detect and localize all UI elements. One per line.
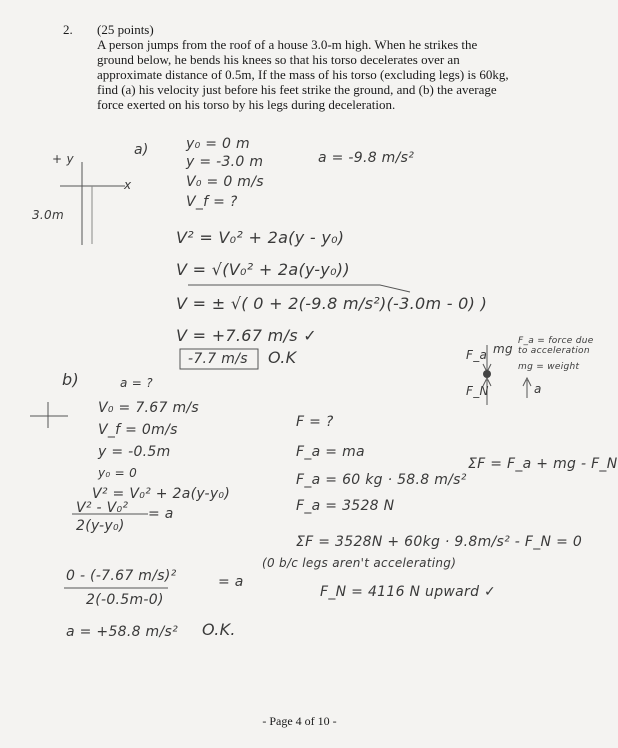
part-a-eq2: V = √(V₀² + 2a(y-y₀)) [176,260,350,279]
part-a-eq3: V = ± √( 0 + 2(-9.8 m/s²)(-3.0m - 0) ) [176,294,488,313]
question-points: (25 points) [97,22,154,37]
axis-label-y: + y [52,152,74,166]
height-label: 3.0m [32,208,64,222]
part-b-fa-val: F_a = 3528 N [296,498,395,514]
part-b-y0: y₀ = 0 [98,466,138,480]
part-b-fa-calc: F_a = 60 kg · 58.8 m/s² [296,472,467,488]
fbd-mg-label: mg [493,342,513,356]
part-b-y: y = -0.5m [98,444,171,460]
part-a-label: a) [134,142,149,158]
part-b-note: (0 b/c legs aren't accelerating) [262,556,457,570]
part-b-f-q: F = ? [296,414,334,430]
part-b-eq1: V² = V₀² + 2a(y-y₀) [92,486,231,502]
part-b-eq2-num: V² - V₀² [76,500,129,516]
part-b-eq3-num: 0 - (-7.67 m/s)² [66,568,177,584]
fbd-a-label: a [534,382,542,396]
question-number: 2. [63,22,73,37]
part-a-eq1: V² = V₀² + 2a(y - y₀) [176,228,345,247]
part-b-fn: F_N = 4116 N upward ✓ [320,584,497,600]
part-b-ok: O.K. [202,620,236,639]
part-b-vf: V_f = 0m/s [98,422,178,438]
part-b-eq2-den: 2(y-y₀) [76,518,125,534]
part-b-sumf: ΣF = F_a + mg - F_N [468,456,618,472]
part-b-eq3-den: 2(-0.5m-0) [86,592,164,608]
part-a-y0: y₀ = 0 m [186,136,250,152]
part-a-accel: a = -9.8 m/s² [318,150,415,166]
part-a-vf: V_f = ? [186,194,238,210]
fbd-def2: mg = weight [518,362,580,372]
part-b-result: a = +58.8 m/s² [66,624,179,640]
part-a-boxed: -7.7 m/s [188,351,248,367]
axis-label-x: x [124,178,132,192]
fbd-fn-label: F_N [466,384,489,398]
fbd-def1: F_a = force due to acceleration [518,336,594,356]
part-a-result: V = +7.67 m/s ✓ [176,326,317,345]
part-b-label: b) [62,370,79,389]
fbd-body-dot [483,370,491,378]
page-footer: - Page 4 of 10 - [262,714,337,728]
part-a-v0: V₀ = 0 m/s [186,174,264,190]
part-a-ok: O.K [268,348,297,367]
question-text: A person jumps from the roof of a house 3.0-m high. When he strikes the ground below, he bends his knees so that his torso decelerates over an approximate distance of 0.5m, If the mass of his torso (excluding legs) is 60kg, find (a) his velocity just before his feet strike the ground, and (b) the average force exerted on his torso by his legs during deceleration. [97,37,509,112]
part-b-sumf-calc: ΣF = 3528N + 60kg · 9.8m/s² - F_N = 0 [296,534,583,550]
part-b-a: a = ? [120,376,153,390]
part-b-f-ma: F_a = ma [296,444,365,460]
part-b-eq2-rhs: = a [148,506,174,522]
part-b-v0: V₀ = 7.67 m/s [98,400,199,416]
sqrt-bar [188,285,410,292]
part-a-y: y = -3.0 m [186,154,264,170]
fbd-fa-label: F_a [466,348,488,362]
part-b-eq3-rhs: = a [218,574,244,590]
